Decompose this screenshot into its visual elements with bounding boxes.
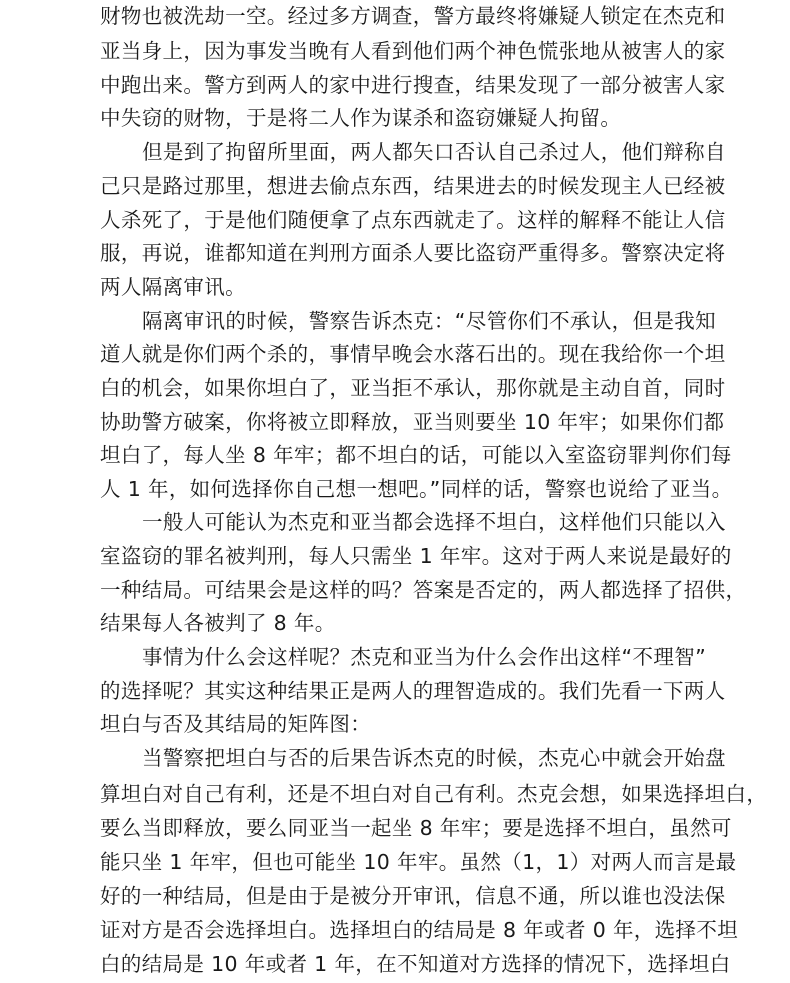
text-line: 证对方是否会选择坦白。选择坦白的结局是 8 年或者 0 年，选择不坦 bbox=[100, 918, 739, 942]
text-line: 坦白了，每人坐 8 年牢；都不坦白的话，可能以入室盗窃罪判你们每 bbox=[100, 443, 732, 467]
text-line: 人杀死了，于是他们随便拿了点东西就走了。这样的解释不能让人信 bbox=[100, 208, 726, 232]
text-line: 亚当身上，因为事发当晚有人看到他们两个神色慌张地从被害人的家 bbox=[100, 39, 726, 63]
text-line: 一种结局。可结果会是这样的吗？答案是否定的，两人都选择了招供， bbox=[100, 578, 747, 602]
text-line: 白的机会，如果你坦白了，亚当拒不承认，那你就是主动自首，同时 bbox=[100, 376, 726, 400]
text-line: 的选择呢？其实这种结果正是两人的理智造成的。我们先看一下两人 bbox=[100, 679, 726, 703]
text-line: 两人隔离审讯。 bbox=[100, 275, 246, 299]
text-line: 财物也被洗劫一空。经过多方调查，警方最终将嫌疑人锁定在杰克和 bbox=[100, 4, 726, 28]
book-page bbox=[100, 0, 768, 976]
text-line: 白的结局是 10 年或者 1 年，在不知道对方选择的情况下，选择坦白 bbox=[100, 952, 731, 976]
paragraph-first-line: 但是到了拘留所里面，两人都矢口否认自己杀过人，他们辩称自 bbox=[142, 140, 726, 164]
paragraph-first-line: 事情为什么会这样呢？杰克和亚当为什么会作出这样“不理智” bbox=[142, 645, 707, 669]
text-line: 中失窃的财物，于是将二人作为谋杀和盗窃嫌疑人拘留。 bbox=[100, 106, 622, 130]
text-line: 结果每人各被判了 8 年。 bbox=[100, 611, 336, 635]
text-line: 室盗窃的罪名被判刑，每人只需坐 1 年牢。这对于两人来说是最好的 bbox=[100, 544, 732, 568]
text-line: 能只坐 1 年牢，但也可能坐 10 年牢。虽然（1，1）对两人而言是最 bbox=[100, 850, 737, 874]
text-line: 中跑出来。警方到两人的家中进行搜查，结果发现了一部分被害人家 bbox=[100, 73, 726, 97]
paragraph-first-line: 当警察把坦白与否的后果告诉杰克的时候，杰克心中就会开始盘 bbox=[142, 746, 726, 770]
text-line: 己只是路过那里，想进去偷点东西，结果进去的时候发现主人已经被 bbox=[100, 174, 726, 198]
text-line: 协助警方破案，你将被立即释放，亚当则要坐 10 年牢；如果你们都 bbox=[100, 410, 725, 434]
text-line: 道人就是你们两个杀的，事情早晚会水落石出的。现在我给你一个坦 bbox=[100, 342, 726, 366]
text-line: 算坦白对自己有利，还是不坦白对自己有利。杰克会想，如果选择坦白， bbox=[100, 782, 768, 806]
paragraph-first-line: 隔离审讯的时候，警察告诉杰克：“尽管你们不承认，但是我知 bbox=[142, 309, 716, 333]
text-line: 要么当即释放，要么同亚当一起坐 8 年牢；要是选择不坦白，虽然可 bbox=[100, 816, 732, 840]
text-line: 人 1 年，如何选择你自己想一想吧。”同样的话，警察也说给了亚当。 bbox=[100, 477, 733, 501]
paragraph-first-line: 一般人可能认为杰克和亚当都会选择不坦白，这样他们只能以入 bbox=[142, 510, 726, 534]
text-line: 好的一种结局，但是由于是被分开审讯，信息不通，所以谁也没法保 bbox=[100, 884, 726, 908]
text-line: 服，再说，谁都知道在判刑方面杀人要比盗窃严重得多。警察决定将 bbox=[100, 241, 726, 265]
text-line: 坦白与否及其结局的矩阵图： bbox=[100, 712, 372, 736]
